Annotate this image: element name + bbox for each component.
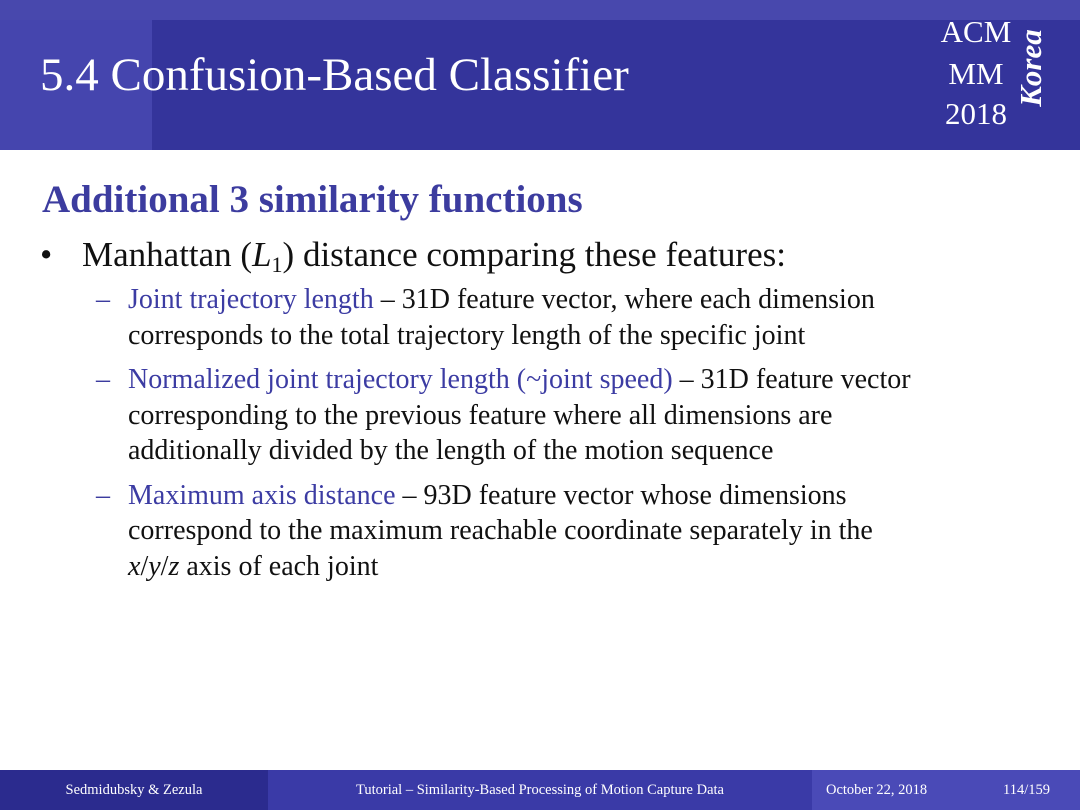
sub-item-line: corresponds to the total trajectory length of the specific joint <box>128 319 806 351</box>
sub-item-marker: – <box>96 479 110 511</box>
footer-talk-title: Tutorial – Similarity-Based Processing of Motion Capture Data <box>268 770 812 810</box>
list-item <box>0 478 1080 585</box>
sub-item-term: Joint trajectory length <box>128 284 374 315</box>
logo-text-acm: ACM <box>940 14 1012 49</box>
sub-item-term: Normalized joint trajectory length (~joint speed) <box>128 364 673 395</box>
sub-item-line <box>0 282 1080 318</box>
bullet-item <box>0 234 1080 276</box>
slide-footer <box>0 770 1080 810</box>
list-item <box>0 362 1080 469</box>
axis-y: y <box>148 550 161 582</box>
sub-item-marker: – <box>96 364 110 395</box>
footer-authors: Sedmidubsky & Zezula <box>0 770 268 810</box>
sub-item-line <box>0 478 1080 514</box>
axis-z: z <box>168 550 180 582</box>
sub-item-text: – 31D feature vector <box>672 364 911 395</box>
axis-separator: / <box>160 550 169 582</box>
bullet-text <box>82 234 786 276</box>
bullet-variable: L <box>252 235 272 274</box>
bullet-prefix: Manhattan ( <box>82 235 253 274</box>
bullet-suffix: ) distance comparing these features: <box>282 235 786 274</box>
sub-item-list <box>0 282 1080 593</box>
logo-text-mm: MM <box>948 56 1004 91</box>
logo-script-korea: Korea <box>1013 29 1048 107</box>
sub-item-text: axis of each joint <box>179 550 379 582</box>
sub-item-line <box>0 362 1080 398</box>
slide-title: 5.4 Confusion-Based Classifier <box>40 49 629 101</box>
sub-item-marker: – <box>96 284 110 315</box>
sub-item-text: – 93D feature vector whose dimensions <box>395 479 847 511</box>
list-item <box>0 282 1080 353</box>
axis-x: x <box>128 550 141 582</box>
header-top-strip <box>0 0 1080 20</box>
section-heading: Additional 3 similarity functions <box>42 178 583 221</box>
sub-item-text: – 31D feature vector, where each dimension <box>373 284 875 315</box>
slide-header <box>0 0 1080 150</box>
footer-date: October 22, 2018 <box>826 782 928 798</box>
bullet-subscript: 1 <box>271 252 283 277</box>
footer-right-box <box>812 770 1080 810</box>
bullet-marker: • <box>40 235 53 274</box>
sub-item-line: correspond to the maximum reachable coordinate separately in the <box>128 515 873 546</box>
sub-item-line: corresponding to the previous feature where all dimensions are <box>128 399 833 431</box>
sub-item-term: Maximum axis distance <box>128 479 396 511</box>
sub-item-line: additionally divided by the length of the motion sequence <box>128 435 774 466</box>
axis-separator: / <box>140 550 149 582</box>
sub-item-line <box>0 549 1080 585</box>
footer-page-number: 114/159 <box>1003 782 1050 798</box>
logo-text-year: 2018 <box>945 96 1007 131</box>
